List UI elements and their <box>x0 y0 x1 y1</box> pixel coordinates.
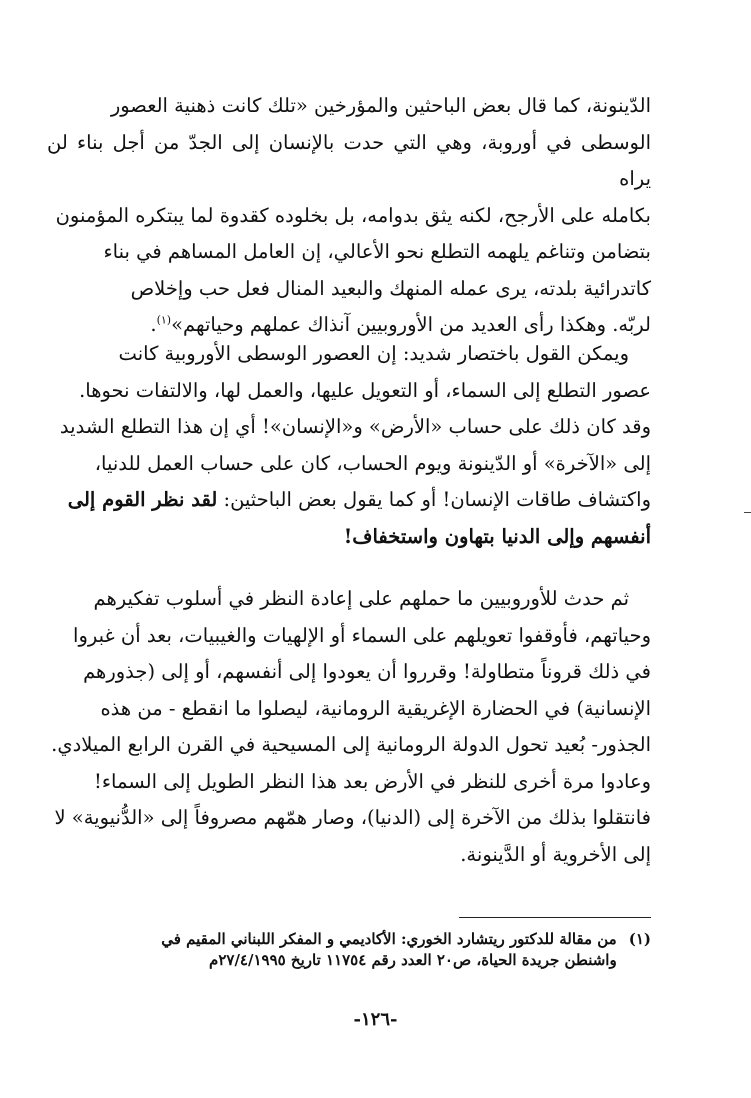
sentence-end-period: . <box>150 313 157 336</box>
footnote-line-2: واشنطن جريدة الحياة، ص٢٠ العدد رقم ١١٧٥٤ تاريخ ٢٧/٤/١٩٩٥م <box>209 951 617 969</box>
footnote-reference[interactable]: (١) <box>156 313 172 327</box>
paragraph-last-line: إلى الأخروية أو الدَّينونة. <box>460 842 651 866</box>
paragraph-line: ويمكن القول باختصار شديد: إن العصور الوسطى الأوروبية كانت <box>118 342 629 365</box>
paragraph-line-normal: واكتشاف طاقات الإنسان! أو كما يقول بعض الباحثين: <box>223 488 651 511</box>
paragraph-2 <box>47 336 651 555</box>
page-number: -١٢٦- <box>353 1009 398 1030</box>
paragraph-line: الجذور- بُعيد تحول الدولة الرومانية إلى المسيحية في القرن الرابع الميلادي. <box>51 733 651 756</box>
paragraph-line: وقد كان ذلك على حساب «الأرض» و«الإنسان»! أي إن هذا التطلع الشديد <box>59 415 651 438</box>
paragraph-line: عصور التطلع إلى السماء، أو التعويل عليها، والعمل لها، والالتفات نحوها. <box>79 378 651 402</box>
paragraph-line: فانتقلوا بذلك من الآخرة إلى (الدنيا)، وصار همّهم مصروفاً إلى «الدُّنيوية» لا <box>54 806 651 829</box>
footnote <box>47 929 651 971</box>
paragraph-last-line-text: لربّه. وهكذا رأى العديد من الأوروبيين آنذاك عملهم وحياتهم» <box>171 313 651 336</box>
paragraph-line: بتضامن وتناغم يلهمه التطلع نحو الأعالي، إن العامل المساهم في بناء <box>103 240 651 263</box>
paragraph-line: الدّينونة، كما قال بعض الباحثين والمؤرخين «تلك كانت ذهنية العصور <box>110 94 651 117</box>
paragraph-line: في ذلك قروناً متطاولة! وقرروا أن يعودوا إلى أنفسهم، أو إلى (جذورهم <box>83 660 651 683</box>
paragraph-3 <box>47 581 651 873</box>
paragraph-line: وعادوا مرة أخرى للنظر في الأرض بعد هذا النظر الطويل إلى السماء! <box>94 769 651 793</box>
footnote-separator <box>459 917 651 918</box>
paragraph-line: ثم حدث للأوروبيين ما حملهم على إعادة النظر في أسلوب تفكيرهم <box>93 587 629 610</box>
margin-mark <box>744 512 751 513</box>
footnote-text <box>47 929 617 971</box>
paragraph-1 <box>47 88 651 344</box>
emphasis-quote-end: أنفسهم وإلى الدنيا بتهاون واستخفاف! <box>343 524 651 548</box>
footnote-row <box>47 929 651 971</box>
paragraph-line: بكامله على الأرجح، لكنه يثق بدوامه، بل بخلوده كقدوة لما يبتكره المؤمنون <box>55 203 651 227</box>
paragraph-line: إلى «الآخرة» أو الدّينونة ويوم الحساب، كان على حساب العمل للدنيا، <box>94 451 651 475</box>
footnote-marker: (١) <box>628 930 651 948</box>
paragraph-line: الوسطى في أوروبة، وهي التي حدت بالإنسان إلى الجدّ من أجل بناء لن يراه <box>47 130 651 190</box>
paragraph-line-mixed <box>47 482 651 519</box>
footnote-line-1: من مقالة للدكتور ريتشارد الخوري: الأكاديمي و المفكر اللبناني المقيم في <box>161 930 617 948</box>
paragraph-line: الإنسانية) في الحضارة الإغريقية الرومانية، ليصلوا ما انقطع - من هذه <box>100 696 651 720</box>
paragraph-line: كاتدرائية بلدته، يرى عمله المنهك والبعيد المنال فعل حب وإخلاص <box>130 276 651 300</box>
emphasis-quote-start: لقد نظر القوم إلى <box>67 488 218 511</box>
paragraph-line: وحياتهم، فأوقفوا تعويلهم على السماء أو الإلهيات والغيبيات، بعد أن غبروا <box>73 623 651 647</box>
